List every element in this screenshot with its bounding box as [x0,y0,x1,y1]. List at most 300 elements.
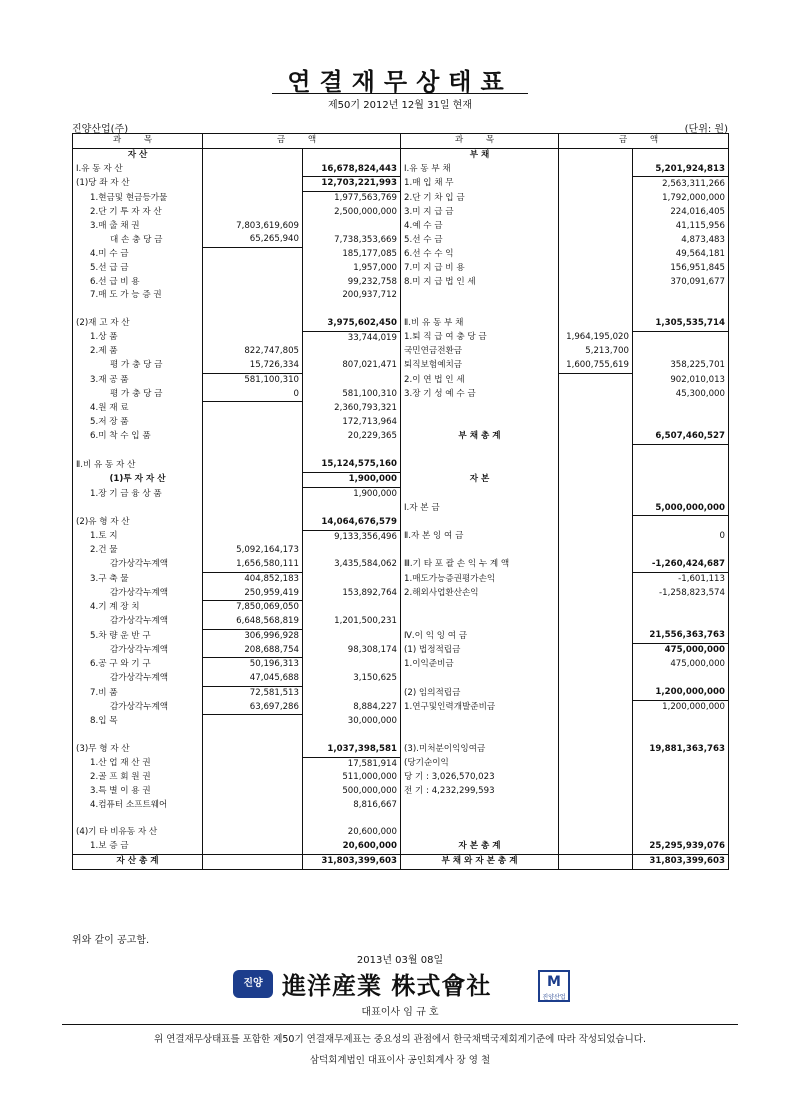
asset-amount-cell: 3,435,584,062 [303,558,401,572]
liability-account-cell [401,416,559,430]
asset-amount-cell: 15,124,575,160 [303,458,401,472]
asset-account-cell [73,303,203,317]
asset-detail-amount-cell [203,771,303,785]
asset-amount-cell: 8,816,667 [303,799,401,813]
asset-account-cell: 3.특 별 이 용 권 [73,785,203,799]
title-underline [272,93,528,94]
table-row [73,757,729,771]
fiscal-period: 제50기 2012년 12월 31일 현재 [328,100,472,111]
asset-account-cell: 1.보 증 금 [73,840,203,854]
liability-account-cell: 1.연구및인력개발준비금 [401,701,559,715]
table-row [73,444,729,458]
liability-detail-amount-cell [559,317,633,331]
table-row [73,402,729,416]
liability-amount-cell: 475,000,000 [633,644,729,658]
asset-detail-amount-cell: 822,747,805 [203,345,303,359]
asset-account-cell: 8.입 목 [73,715,203,729]
announcement-date: 2013년 03월 08일 [356,955,444,966]
table-row [73,572,729,586]
asset-amount-cell: 1,977,563,769 [303,192,401,206]
liability-detail-amount-cell [559,458,633,472]
table-row [73,826,729,840]
asset-account-cell: Ⅱ.비 유 동 자 산 [73,458,203,472]
liability-detail-amount-cell [559,220,633,234]
table-row [73,220,729,234]
table-row [73,544,729,558]
liability-detail-amount-cell [559,148,633,162]
asset-account-cell: 2.단 기 투 자 자 산 [73,206,203,220]
table-row [73,388,729,402]
table-row [73,303,729,317]
liability-detail-amount-cell [559,177,633,192]
header-liability-account: 과 목 [401,134,559,149]
asset-amount-cell: 20,229,365 [303,430,401,444]
asset-amount-cell: 98,308,174 [303,644,401,658]
header-asset-amount: 금 액 [203,134,401,149]
table-row [73,359,729,373]
liability-amount-cell [633,799,729,813]
asset-account-cell: 5.저 장 품 [73,416,203,430]
asset-account-cell: (4)기 타 비유동 자 산 [73,826,203,840]
asset-detail-amount-cell: 47,045,688 [203,672,303,686]
liability-account-cell [401,487,559,501]
page-title: 연결재무상태표 [287,67,513,96]
asset-detail-amount-cell [203,206,303,220]
table-row [73,458,729,472]
table-row [73,799,729,813]
asset-detail-amount-cell [203,826,303,840]
asset-amount-cell: 7,738,353,669 [303,233,401,247]
liability-detail-amount-cell [559,629,633,643]
asset-detail-amount-cell [203,148,303,162]
asset-amount-cell: 20,600,000 [303,826,401,840]
asset-detail-amount-cell: 65,265,940 [203,233,303,247]
asset-amount-cell [303,444,401,458]
asset-account-cell: 6.선 급 비 용 [73,276,203,290]
table-row [73,672,729,686]
asset-amount-cell: 1,900,000 [303,473,401,488]
asset-amount-cell: 20,600,000 [303,840,401,854]
asset-account-cell [73,813,203,827]
liability-amount-cell: -1,260,424,687 [633,558,729,572]
liability-detail-amount-cell [559,163,633,177]
table-row [73,558,729,572]
asset-amount-cell: 1,201,500,231 [303,615,401,629]
liability-amount-cell [633,826,729,840]
seal-label: 진양산업 [542,994,566,1001]
liability-amount-cell [633,345,729,359]
asset-detail-amount-cell [203,289,303,303]
liability-detail-amount-cell [559,516,633,530]
asset-account-cell: 1.토 지 [73,530,203,544]
asset-amount-cell: 16,678,824,443 [303,163,401,177]
liability-detail-amount-cell [559,206,633,220]
liability-account-cell: 자 본 [401,473,559,488]
table-row [73,276,729,290]
liability-amount-cell: 21,556,363,763 [633,629,729,643]
currency-unit: (단위: 원) [684,124,728,135]
table-row [73,248,729,262]
liability-account-cell: 5.선 수 금 [401,233,559,247]
auditor-signature: 삼덕회계법인 대표이사 공인회계사 장 영 철 [309,1055,491,1066]
liability-detail-amount-cell [559,544,633,558]
divider [62,1024,738,1025]
asset-detail-amount-cell: 208,688,754 [203,644,303,658]
asset-account-cell: 3.구 축 물 [73,572,203,586]
liability-account-cell: 7.미 지 급 비 용 [401,262,559,276]
table-row [73,840,729,854]
table-row [73,658,729,672]
liability-account-cell [401,289,559,303]
liability-amount-cell [633,444,729,458]
asset-account-cell: 4.미 수 금 [73,248,203,262]
liability-account-cell: Ⅳ.이 익 잉 여 금 [401,629,559,643]
liability-detail-amount-cell: 1,964,195,020 [559,331,633,345]
liability-account-cell: 6.선 수 수 익 [401,248,559,262]
asset-detail-amount-cell: 1,656,580,111 [203,558,303,572]
asset-detail-amount-cell [203,854,303,869]
announcement-text: 위와 같이 공고함. [72,935,150,946]
liability-amount-cell: 2,563,311,266 [633,177,729,192]
liability-detail-amount-cell [559,289,633,303]
asset-amount-cell: 3,150,625 [303,672,401,686]
liability-amount-cell [633,416,729,430]
asset-detail-amount-cell: 7,803,619,609 [203,220,303,234]
balance-sheet-body [73,148,729,869]
liability-amount-cell: 1,200,000,000 [633,701,729,715]
asset-account-cell: 2.건 물 [73,544,203,558]
liability-amount-cell: 1,200,000,000 [633,686,729,700]
asset-detail-amount-cell [203,516,303,530]
asset-account-cell: 1.장 기 금 융 상 품 [73,487,203,501]
asset-amount-cell: 2,500,000,000 [303,206,401,220]
asset-account-cell: 7.비 품 [73,686,203,700]
liability-amount-cell: 31,803,399,603 [633,854,729,869]
asset-account-cell: (1)당 좌 자 산 [73,177,203,192]
table-row [73,331,729,345]
liability-detail-amount-cell [559,715,633,729]
asset-account-cell: 6.공 구 와 기 구 [73,658,203,672]
asset-account-cell: 감가상각누계액 [73,615,203,629]
asset-account-cell: 감가상각누계액 [73,672,203,686]
liability-account-cell [401,303,559,317]
liability-amount-cell [633,458,729,472]
asset-amount-cell: 1,957,000 [303,262,401,276]
liability-detail-amount-cell [559,530,633,544]
asset-amount-cell [303,629,401,643]
asset-account-cell: 4.원 재 료 [73,402,203,416]
asset-amount-cell [303,303,401,317]
asset-account-cell: 1.현금및 현금등가물 [73,192,203,206]
table-row [73,701,729,715]
liability-amount-cell [633,672,729,686]
liability-detail-amount-cell [559,303,633,317]
liability-account-cell: Ⅱ.자 본 잉 여 금 [401,530,559,544]
table-row [73,686,729,700]
table-row [73,416,729,430]
header-asset-account: 과 목 [73,134,203,149]
liability-detail-amount-cell [559,473,633,488]
liability-amount-cell: 41,115,956 [633,220,729,234]
liability-detail-amount-cell [559,799,633,813]
asset-amount-cell: 581,100,310 [303,388,401,402]
company-name: 진양산업(주) [72,124,129,135]
table-row [73,813,729,827]
asset-amount-cell: 185,177,085 [303,248,401,262]
liability-amount-cell: 0 [633,530,729,544]
asset-account-cell: 4.기 계 장 치 [73,601,203,615]
asset-account-cell: 자 산 총 계 [73,854,203,869]
asset-amount-cell [303,544,401,558]
asset-amount-cell: 172,713,964 [303,416,401,430]
liability-detail-amount-cell [559,487,633,501]
liability-detail-amount-cell [559,373,633,387]
liability-detail-amount-cell [559,192,633,206]
liability-account-cell [401,601,559,615]
asset-amount-cell: 500,000,000 [303,785,401,799]
asset-account-cell: 3.재 공 품 [73,373,203,387]
liability-detail-amount-cell: 1,600,755,619 [559,359,633,373]
liability-account-cell: 자 본 총 계 [401,840,559,854]
liability-amount-cell: 4,873,483 [633,233,729,247]
asset-detail-amount-cell [203,530,303,544]
liability-amount-cell [633,785,729,799]
liability-account-cell: (2) 임의적립금 [401,686,559,700]
table-row [73,148,729,162]
asset-amount-cell [303,686,401,700]
table-row [73,615,729,629]
asset-detail-amount-cell: 63,697,286 [203,701,303,715]
asset-detail-amount-cell [203,163,303,177]
liability-account-cell: 4.예 수 금 [401,220,559,234]
liability-account-cell [401,516,559,530]
asset-detail-amount-cell [203,331,303,345]
asset-account-cell: 6.미 착 수 입 품 [73,430,203,444]
asset-account-cell: 감가상각누계액 [73,558,203,572]
asset-account-cell: 1.상 품 [73,331,203,345]
header-liability-amount: 금 액 [559,134,729,149]
liability-account-cell: 2.단 기 차 입 금 [401,192,559,206]
liability-account-cell: (당기순이익 [401,757,559,771]
asset-account-cell [73,502,203,516]
liability-account-cell: 당 기 : 3,026,570,023 [401,771,559,785]
liability-amount-cell [633,289,729,303]
table-row [73,487,729,501]
liability-account-cell [401,715,559,729]
asset-detail-amount-cell [203,799,303,813]
liability-account-cell [401,672,559,686]
asset-amount-cell [303,502,401,516]
company-seal-icon: M 진양산업 [538,970,570,1002]
liability-account-cell: 전 기 : 4,232,299,593 [401,785,559,799]
table-row [73,373,729,387]
liability-account-cell: 2.해외사업환산손익 [401,587,559,601]
liability-detail-amount-cell [559,785,633,799]
asset-detail-amount-cell [203,458,303,472]
liability-detail-amount-cell [559,402,633,416]
asset-detail-amount-cell: 0 [203,388,303,402]
liability-detail-amount-cell [559,840,633,854]
liability-amount-cell: 370,091,677 [633,276,729,290]
asset-amount-cell [303,148,401,162]
asset-amount-cell: 3,975,602,450 [303,317,401,331]
liability-account-cell: 부 채 총 계 [401,430,559,444]
liability-amount-cell: 25,295,939,076 [633,840,729,854]
liability-detail-amount-cell: 5,213,700 [559,345,633,359]
asset-detail-amount-cell [203,177,303,192]
liability-detail-amount-cell [559,757,633,771]
liability-account-cell [401,615,559,629]
asset-account-cell: 2.골 프 회 원 권 [73,771,203,785]
asset-detail-amount-cell [203,276,303,290]
liability-account-cell: 3.장 기 성 예 수 금 [401,388,559,402]
liability-amount-cell [633,601,729,615]
liability-detail-amount-cell [559,658,633,672]
asset-amount-cell: 1,037,398,581 [303,743,401,757]
asset-amount-cell: 17,581,914 [303,757,401,771]
table-row [73,206,729,220]
asset-amount-cell: 99,232,758 [303,276,401,290]
asset-detail-amount-cell [203,840,303,854]
asset-detail-amount-cell: 5,092,164,173 [203,544,303,558]
table-row [73,601,729,615]
liability-amount-cell: 1,792,000,000 [633,192,729,206]
liability-detail-amount-cell [559,672,633,686]
liability-detail-amount-cell [559,686,633,700]
liability-detail-amount-cell [559,644,633,658]
asset-amount-cell [303,373,401,387]
table-row [73,473,729,488]
liability-detail-amount-cell [559,854,633,869]
table-row [73,729,729,743]
asset-account-cell: 5.차 량 운 반 구 [73,629,203,643]
asset-amount-cell: 200,937,712 [303,289,401,303]
liability-account-cell [401,444,559,458]
asset-detail-amount-cell: 250,959,419 [203,587,303,601]
asset-account-cell: 자 산 [73,148,203,162]
liability-amount-cell [633,544,729,558]
asset-account-cell: (1)투 자 자 산 [73,473,203,488]
liability-account-cell: (1) 법정적립금 [401,644,559,658]
asset-amount-cell: 33,744,019 [303,331,401,345]
liability-account-cell: 부 채 [401,148,559,162]
asset-detail-amount-cell [203,303,303,317]
liability-detail-amount-cell [559,262,633,276]
asset-detail-amount-cell [203,473,303,488]
liability-amount-cell [633,615,729,629]
liability-account-cell [401,826,559,840]
asset-detail-amount-cell [203,715,303,729]
asset-detail-amount-cell [203,444,303,458]
liability-amount-cell: 1,305,535,714 [633,317,729,331]
asset-account-cell: (2)재 고 자 산 [73,317,203,331]
asset-account-cell: Ⅰ.유 동 자 산 [73,163,203,177]
liability-detail-amount-cell [559,729,633,743]
table-row [73,345,729,359]
asset-account-cell: (2)유 형 자 산 [73,516,203,530]
liability-amount-cell: 45,300,000 [633,388,729,402]
asset-account-cell: 5.선 급 금 [73,262,203,276]
asset-amount-cell: 30,000,000 [303,715,401,729]
liability-detail-amount-cell [559,826,633,840]
liability-detail-amount-cell [559,233,633,247]
asset-account-cell: 감가상각누계액 [73,644,203,658]
company-name-hanja: 進洋産業 株式會社 [282,971,492,1000]
balance-sheet-table [72,133,729,870]
ceo-name: 대표이사 임 규 호 [361,1007,439,1018]
liability-detail-amount-cell [559,248,633,262]
liability-detail-amount-cell [559,388,633,402]
table-row [73,644,729,658]
asset-detail-amount-cell [203,785,303,799]
asset-amount-cell: 807,021,471 [303,359,401,373]
asset-detail-amount-cell: 7,850,069,050 [203,601,303,615]
liability-detail-amount-cell [559,572,633,586]
table-row [73,502,729,516]
liability-amount-cell [633,771,729,785]
asset-amount-cell: 8,884,227 [303,701,401,715]
liability-amount-cell [633,331,729,345]
liability-detail-amount-cell [559,502,633,516]
asset-detail-amount-cell [203,416,303,430]
liability-account-cell: Ⅰ.자 본 금 [401,502,559,516]
asset-detail-amount-cell [203,743,303,757]
asset-amount-cell [303,729,401,743]
asset-amount-cell [303,572,401,586]
liability-amount-cell [633,487,729,501]
liability-amount-cell: 19,881,363,763 [633,743,729,757]
liability-account-cell [401,402,559,416]
liability-amount-cell: -1,258,823,574 [633,587,729,601]
asset-detail-amount-cell [203,502,303,516]
liability-detail-amount-cell [559,416,633,430]
asset-account-cell: 감가상각누계액 [73,587,203,601]
asset-amount-cell: 2,360,793,321 [303,402,401,416]
table-header-row [73,134,729,149]
asset-detail-amount-cell [203,430,303,444]
asset-detail-amount-cell [203,317,303,331]
liability-detail-amount-cell [559,615,633,629]
asset-account-cell: 감가상각누계액 [73,701,203,715]
liability-account-cell: 1.이익준비금 [401,658,559,672]
asset-detail-amount-cell [203,813,303,827]
liability-account-cell: 1.매도가능증권평가손익 [401,572,559,586]
liability-amount-cell: 902,010,013 [633,373,729,387]
asset-detail-amount-cell: 306,996,928 [203,629,303,643]
liability-amount-cell [633,148,729,162]
liability-amount-cell: 49,564,181 [633,248,729,262]
liability-account-cell: 2.이 연 법 인 세 [401,373,559,387]
table-row [73,771,729,785]
asset-amount-cell: 153,892,764 [303,587,401,601]
liability-account-cell: Ⅱ.비 유 동 부 채 [401,317,559,331]
liability-account-cell [401,813,559,827]
liability-amount-cell: 5,000,000,000 [633,502,729,516]
liability-account-cell [401,729,559,743]
asset-account-cell: 평 가 충 당 금 [73,388,203,402]
asset-detail-amount-cell: 404,852,183 [203,572,303,586]
liability-detail-amount-cell [559,444,633,458]
liability-detail-amount-cell [559,771,633,785]
asset-account-cell: (3)무 형 자 산 [73,743,203,757]
liability-detail-amount-cell [559,601,633,615]
liability-detail-amount-cell [559,701,633,715]
liability-detail-amount-cell [559,276,633,290]
liability-amount-cell [633,729,729,743]
liability-amount-cell: 5,201,924,813 [633,163,729,177]
liability-account-cell: 3.미 지 급 금 [401,206,559,220]
table-row [73,289,729,303]
